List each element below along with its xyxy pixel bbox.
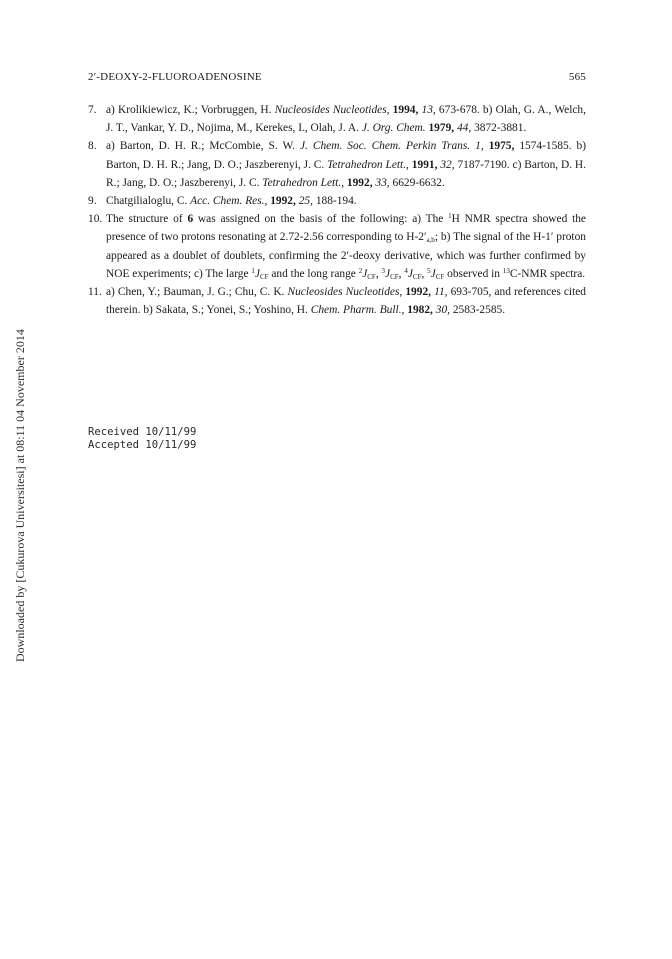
reference-text: 13, (421, 104, 436, 116)
reference-item (88, 101, 586, 137)
reference-text: 188-194. (312, 195, 357, 208)
reference-text: a) Barton, D. H. R.; McCombie, S. W. (106, 140, 300, 153)
reference-text: 5 (427, 266, 431, 275)
reference-text: 1 (448, 212, 452, 221)
reference-text: and the long range (268, 267, 359, 280)
reference-text: 1992, (405, 286, 431, 299)
reference-text: J. Org. Chem. (361, 122, 426, 135)
reference-text: 7187-7190. c) Barton, D. H. R.; Jang, D. O.; Jaszberenyi, J. C. (106, 158, 587, 189)
reference-list (88, 101, 586, 319)
reference-text: 1975, (488, 140, 515, 153)
reference-text: 3 (381, 266, 386, 275)
reference-text: 1994, (392, 104, 419, 116)
reference-text: 1979, (428, 122, 455, 135)
reference-text: Chatgilialoglu, C. (106, 195, 191, 208)
reference-text: The structure of (106, 213, 188, 226)
reference-text: Nucleosides Nucleotides, (287, 286, 403, 299)
reference-text: J (254, 267, 260, 280)
download-stamp-text: Downloaded by [Cukurova Universitesi] at 08:11 04 November 2014 (13, 329, 27, 662)
running-head (88, 71, 586, 87)
reference-text: was assigned on the basis of the following: a) The (193, 213, 449, 226)
reference-number: 11. (88, 286, 102, 299)
reference-text: CF (412, 272, 422, 281)
reference-text: observed in (444, 267, 503, 280)
page-number: 565 (568, 71, 586, 83)
reference-text: CF (435, 272, 445, 281)
reference-item (88, 137, 586, 192)
reference-text: 6629-6632. (389, 176, 445, 189)
reference-text: 1992, (346, 176, 373, 189)
manuscript-dates (88, 426, 196, 452)
reference-number: 9. (88, 195, 97, 208)
reference-text: 32, (440, 158, 455, 171)
reference-text: 4 (404, 266, 408, 275)
reference-text: J. Chem. Soc. Chem. Perkin Trans. 1, (300, 140, 484, 153)
reference-text: 25, (298, 195, 313, 208)
reference-text: 693-705, and references cited therein. b) Sakata, S.; Yonei, S.; Yoshino, H. (106, 286, 587, 317)
reference-text: 1991, (411, 158, 438, 171)
reference-text: 33, (375, 176, 390, 189)
reference-item (88, 192, 586, 210)
reference-text: 1574-1585. b) Barton, D. H. R.; Jang, D. O.; Jaszberenyi, J. C. (106, 140, 586, 171)
reference-text: 44, (456, 122, 472, 135)
reference-text: , (398, 267, 405, 280)
reference-text: 6 (187, 213, 194, 226)
reference-text: 13 (502, 266, 510, 275)
reference-item (88, 283, 586, 319)
reference-text: C-NMR spectra. (509, 267, 586, 280)
download-stamp (0, 0, 27, 959)
reference-text: J (385, 267, 391, 280)
reference-text: a) Krolikiewicz, K.; Vorbruggen, H. (106, 104, 275, 116)
reference-text: CF (390, 272, 399, 281)
reference-text: ; b) The signal of the H-1′ proton appeared as a doublet of doublets, confirming the 2′-deoxy derivative, which was further confirmed by NOE experiments; c) The large (106, 231, 586, 280)
reference-text: J (407, 267, 413, 280)
accepted-date: Accepted 10/11/99 (88, 439, 197, 451)
reference-number: 10. (88, 213, 103, 226)
reference-text: 30, (435, 304, 450, 317)
reference-text: a,b (426, 236, 435, 245)
running-head-title: 2′-DEOXY-2-FLUOROADENOSINE (88, 71, 262, 83)
reference-text: Tetrahedron Lett., (327, 158, 409, 171)
reference-text: H NMR spectra showed the presence of two protons resonating at 2.72-2.56 corresponding to H-2′ (106, 213, 586, 244)
reference-text: J (362, 267, 368, 280)
reference-text: 673-678. b) Olah, G. A., Welch, J. T., Vankar, Y. D., Nojima, M., Kerekes, I., Olah, J. A. (106, 104, 586, 135)
reference-text: 1 (251, 266, 255, 275)
reference-item (88, 210, 586, 283)
reference-number: 7. (88, 104, 97, 116)
reference-text: Acc. Chem. Res., (190, 195, 268, 208)
reference-text: 11, (434, 286, 448, 299)
reference-text: 1982, (407, 304, 433, 317)
reference-text: 2583-2585. (450, 304, 506, 317)
reference-text: J (430, 267, 436, 280)
reference-text: , (375, 267, 382, 280)
reference-text: 2 (358, 266, 363, 275)
received-date: Received 10/11/99 (88, 426, 197, 438)
reference-text: , (421, 267, 428, 280)
reference-text: Nucleosides Nucleotides, (274, 104, 390, 116)
reference-text: a) Chen, Y.; Bauman, J. G.; Chu, C. K. (106, 286, 288, 299)
reference-text: CF (259, 272, 269, 281)
reference-text: 1992, (270, 195, 296, 208)
reference-text: Chem. Pharm. Bull., (310, 304, 405, 317)
reference-text: CF (367, 272, 376, 281)
reference-text: 3872-3881. (471, 122, 527, 135)
reference-text: Tetrahedron Lett., (262, 176, 345, 189)
reference-number: 8. (88, 140, 97, 153)
